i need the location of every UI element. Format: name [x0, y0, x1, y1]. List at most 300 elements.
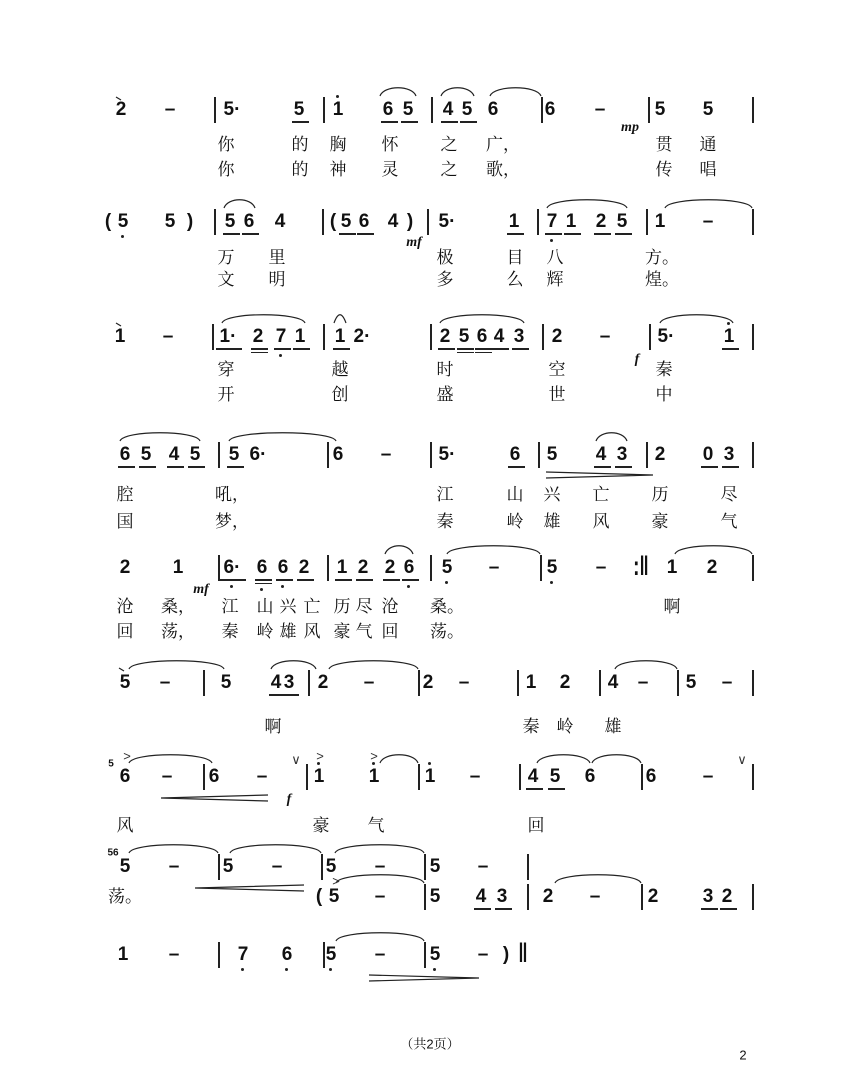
low-octave-dot: [433, 968, 436, 971]
grace-note: 5: [108, 758, 114, 770]
barline: [752, 555, 754, 581]
lyric-syllable: 你: [217, 135, 235, 155]
lyric-syllable: 国: [116, 512, 134, 532]
note: 5: [441, 557, 453, 578]
dash-sustain: –: [168, 944, 180, 965]
parenthesis: (: [315, 886, 323, 907]
lyric-syllable: 气: [355, 622, 373, 642]
page-count-footer: （共2页）: [400, 1036, 460, 1052]
slur-arc: [385, 546, 413, 554]
lyric-syllable: 亡: [592, 485, 610, 505]
lyric-syllable: 多: [436, 270, 454, 290]
note: 6: [256, 557, 268, 578]
lyric-syllable: 历: [333, 597, 351, 617]
lyric-syllable: 万: [217, 248, 235, 268]
barline: [306, 764, 308, 790]
underline: [339, 233, 356, 235]
note: 2: [706, 557, 718, 578]
note: 1: [654, 211, 666, 232]
slur-arc: [230, 845, 321, 853]
dash-sustain: –: [363, 672, 375, 693]
note: 5: [222, 856, 234, 877]
underline: [402, 579, 419, 581]
lyric-syllable: 灵: [381, 160, 399, 180]
lyric-syllable: 山: [506, 485, 524, 505]
barline: [308, 670, 310, 696]
lyric-syllable: 空: [548, 360, 566, 380]
lyric-syllable: 创: [331, 385, 349, 405]
barline: [327, 555, 329, 581]
lyric-syllable: 气: [720, 512, 738, 532]
barline: [752, 442, 754, 468]
note: 2: [357, 557, 369, 578]
lyric-syllable: 桑。: [430, 597, 464, 617]
note: 2: [422, 672, 434, 693]
note: 5: [164, 211, 176, 232]
lyric-syllable: 辉: [546, 270, 564, 290]
note: 3: [723, 444, 735, 465]
barline: [599, 670, 601, 696]
barline: [424, 884, 426, 910]
dash-sustain: –: [721, 672, 733, 693]
note: 5: [546, 444, 558, 465]
high-octave-dot: [428, 762, 431, 765]
lyric-syllable: 之: [440, 135, 458, 155]
dynamic-marking: mf: [193, 582, 209, 597]
note: 1: [336, 557, 348, 578]
dash-sustain: –: [374, 944, 386, 965]
note: 7: [237, 944, 249, 965]
note: 1: [313, 766, 325, 787]
slur-arc: [129, 755, 212, 763]
lyric-syllable: 荡。: [108, 887, 142, 907]
accent-icon: >: [123, 748, 131, 764]
lyric-syllable: 开: [217, 385, 235, 405]
underline: [251, 348, 268, 350]
note: 2: [115, 99, 127, 120]
barline: [517, 670, 519, 696]
note: 6: [332, 444, 344, 465]
note: 1: [666, 557, 678, 578]
slur-arc: [380, 755, 418, 763]
lyric-syllable: 回: [527, 816, 545, 836]
barline: [218, 942, 220, 968]
barline: [641, 764, 643, 790]
note: 6: [119, 444, 131, 465]
note: 1: [332, 99, 344, 120]
note: 2: [542, 886, 554, 907]
lyric-syllable: 歌，: [486, 160, 520, 180]
crescendo-hairpin: [195, 885, 304, 891]
note: 5·: [438, 444, 456, 465]
lyric-syllable: 兴: [543, 485, 561, 505]
underline: [492, 348, 509, 350]
lyric-syllable: 山: [256, 597, 274, 617]
note: 5: [119, 672, 131, 693]
note: 2: [551, 326, 563, 347]
note: 5: [117, 211, 129, 232]
slur-arc: [547, 200, 627, 208]
lyric-syllable: 江: [436, 485, 454, 505]
lyric-syllable: 尽: [355, 597, 373, 617]
note: 4: [274, 211, 286, 232]
lyric-syllable: 荡，: [161, 622, 195, 642]
lyric-syllable: 荡。: [430, 622, 464, 642]
note: 3: [513, 326, 525, 347]
final-barline: ‖: [518, 939, 528, 969]
underline: [615, 233, 632, 235]
low-octave-dot: [121, 235, 124, 238]
parenthesis: ): [502, 944, 510, 965]
low-octave-dot: [445, 581, 448, 584]
barline: [418, 764, 420, 790]
barline: [752, 97, 754, 123]
dash-sustain: –: [374, 886, 386, 907]
lyric-syllable: 怀: [381, 135, 399, 155]
note: 3: [616, 444, 628, 465]
slur-arc: [675, 546, 752, 554]
underline: [356, 579, 373, 581]
note: 2: [119, 557, 131, 578]
note: 2: [559, 672, 571, 693]
grace-note: 56: [107, 847, 119, 859]
dash-sustain: –: [477, 944, 489, 965]
note: 3: [283, 672, 295, 693]
note: 1: [117, 944, 129, 965]
barline: [641, 884, 643, 910]
note: 5·: [438, 211, 456, 232]
high-octave-dot: [336, 95, 339, 98]
slur-arc: [334, 315, 346, 323]
slur-arc: [229, 433, 336, 441]
lyric-syllable: 之: [440, 160, 458, 180]
lyric-syllable: 豪: [333, 622, 351, 642]
note: 2·: [353, 326, 371, 347]
note: 4: [387, 211, 399, 232]
lyric-syllable: 胸: [329, 135, 347, 155]
lyric-syllable: 里: [268, 248, 286, 268]
barline: [321, 854, 323, 880]
lyric-syllable: 沧: [116, 597, 134, 617]
barline: [431, 97, 433, 123]
barline: [322, 209, 324, 235]
underline: [594, 233, 611, 235]
underline: [508, 466, 525, 468]
lyric-syllable: 桑，: [161, 597, 195, 617]
barline: [542, 324, 544, 350]
underline: [118, 466, 135, 468]
underline: [251, 352, 268, 354]
lyric-syllable: 盛: [436, 385, 454, 405]
note: 5: [654, 99, 666, 120]
lyric-syllable: 豪: [312, 816, 330, 836]
note: 5: [702, 99, 714, 120]
note: 1: [294, 326, 306, 347]
lyric-syllable: 啊: [663, 597, 681, 617]
lyric-syllable: 你: [217, 160, 235, 180]
note: 3: [496, 886, 508, 907]
barline: [424, 854, 426, 880]
note: 5: [616, 211, 628, 232]
note: 4: [595, 444, 607, 465]
note: 4: [475, 886, 487, 907]
barline: [327, 442, 329, 468]
lyric-syllable: 煌。: [645, 270, 679, 290]
lyric-syllable: 方。: [645, 248, 679, 268]
parenthesis: ): [406, 211, 414, 232]
note: 6: [243, 211, 255, 232]
lyric-syllable: 岭: [506, 512, 524, 532]
lyric-syllable: 的: [291, 135, 309, 155]
underline: [495, 908, 512, 910]
underline: [293, 348, 310, 350]
dash-sustain: –: [637, 672, 649, 693]
decrescendo-hairpin: [546, 472, 653, 478]
lyric-syllable: 岭: [556, 717, 574, 737]
dynamic-marking: mp: [621, 120, 639, 135]
barline: [430, 555, 432, 581]
note: 6·: [249, 444, 267, 465]
note: 5: [328, 886, 340, 907]
note: 6: [208, 766, 220, 787]
note: 6: [509, 444, 521, 465]
low-octave-dot: [285, 968, 288, 971]
note: 2: [384, 557, 396, 578]
dash-sustain: –: [477, 856, 489, 877]
underline: [615, 466, 632, 468]
lyric-syllable: 亡: [303, 597, 321, 617]
underline: [333, 348, 350, 350]
dash-sustain: –: [594, 99, 606, 120]
slur-arc: [615, 661, 677, 669]
note: 7: [275, 326, 287, 347]
dash-sustain: –: [374, 856, 386, 877]
note: 1: [424, 766, 436, 787]
lyric-syllable: 雄: [604, 717, 622, 737]
note: 2: [439, 326, 451, 347]
barline: [418, 670, 420, 696]
barline: [527, 884, 529, 910]
dash-sustain: –: [159, 672, 171, 693]
lyric-syllable: 通: [699, 135, 717, 155]
note: 5: [224, 211, 236, 232]
dash-sustain: –: [589, 886, 601, 907]
decrescendo-hairpin: [369, 975, 479, 981]
dynamic-marking: f: [634, 352, 640, 367]
barline: [540, 555, 542, 581]
underline: [227, 466, 244, 468]
low-octave-dot: [230, 585, 233, 588]
barline: [752, 324, 754, 350]
lyric-syllable: 沧: [381, 597, 399, 617]
underline: [548, 788, 565, 790]
lyric-syllable: 啊: [264, 717, 282, 737]
breath-tick-icon: [119, 668, 124, 671]
lyric-syllable: 尽: [720, 485, 738, 505]
lyric-syllable: 越: [331, 360, 349, 380]
underline: [167, 466, 184, 468]
low-octave-dot: [550, 581, 553, 584]
note: 5: [325, 856, 337, 877]
note: 5: [461, 99, 473, 120]
slur-arc: [665, 200, 752, 208]
breath-mark-icon: ∨: [291, 752, 301, 767]
lyric-syllable: 唱: [699, 160, 717, 180]
note: 5: [429, 856, 441, 877]
lyric-syllable: 雄: [543, 512, 561, 532]
lyric-syllable: 秦: [655, 360, 673, 380]
slur-arc: [129, 661, 224, 669]
lyric-syllable: 岭: [256, 622, 274, 642]
note: 6: [645, 766, 657, 787]
slur-arc: [129, 845, 218, 853]
note: 1: [723, 326, 735, 347]
underline: [383, 579, 400, 581]
slur-arc: [120, 433, 200, 441]
note: 6: [382, 99, 394, 120]
high-octave-dot: [727, 322, 730, 325]
note: 6: [476, 326, 488, 347]
underline: [457, 348, 474, 350]
dash-sustain: –: [595, 557, 607, 578]
lyric-syllable: 回: [381, 622, 399, 642]
note: 2: [252, 326, 264, 347]
underline: [512, 348, 529, 350]
note: 4: [442, 99, 454, 120]
underline: [297, 579, 314, 581]
slur-arc: [336, 933, 424, 941]
note: 5·: [657, 326, 675, 347]
lyric-syllable: 气: [367, 816, 385, 836]
barline: [427, 209, 429, 235]
note: 5: [340, 211, 352, 232]
dash-sustain: –: [256, 766, 268, 787]
dash-sustain: –: [168, 856, 180, 877]
underline: [401, 121, 418, 123]
barline: [646, 209, 648, 235]
dash-sustain: –: [161, 766, 173, 787]
dynamic-marking: f: [286, 792, 292, 807]
note: 5: [189, 444, 201, 465]
dash-sustain: –: [162, 326, 174, 347]
note: 4: [168, 444, 180, 465]
note: 4: [607, 672, 619, 693]
underline: [223, 233, 240, 235]
underline: [701, 908, 718, 910]
barline: [677, 670, 679, 696]
slur-arc: [447, 546, 540, 554]
note: 0: [702, 444, 714, 465]
underline: [594, 466, 611, 468]
barline: [214, 209, 216, 235]
underline: [526, 788, 543, 790]
underline: [242, 233, 259, 235]
underline: [457, 352, 474, 354]
note: 5: [402, 99, 414, 120]
note: 5: [220, 672, 232, 693]
note: 5: [119, 856, 131, 877]
lyric-syllable: 回: [116, 622, 134, 642]
barline: [323, 97, 325, 123]
underline: [474, 908, 491, 910]
lyric-syllable: 目: [506, 248, 524, 268]
lyric-syllable: 广，: [486, 135, 520, 155]
note: 2: [595, 211, 607, 232]
barline: [752, 764, 754, 790]
note: 2: [317, 672, 329, 693]
dash-sustain: –: [702, 211, 714, 232]
crescendo-hairpin: [161, 795, 268, 801]
note: 5·: [223, 99, 241, 120]
note: 5: [325, 944, 337, 965]
lyric-syllable: 世: [548, 385, 566, 405]
lyric-syllable: 传: [655, 160, 673, 180]
note: 2: [654, 444, 666, 465]
slur-arc: [555, 875, 641, 883]
note: 5: [685, 672, 697, 693]
underline: [276, 579, 293, 581]
note: 1: [334, 326, 346, 347]
barline: [519, 764, 521, 790]
page-number: 2: [739, 1047, 747, 1063]
low-octave-dot: [260, 588, 263, 591]
underline: [460, 121, 477, 123]
parenthesis: (: [329, 211, 337, 232]
note: 1: [525, 672, 537, 693]
underline: [357, 233, 374, 235]
low-octave-dot: [550, 239, 553, 242]
underline: [722, 348, 739, 350]
lyric-syllable: 风: [116, 816, 134, 836]
lyric-syllable: 兴: [279, 597, 297, 617]
underline: [475, 352, 492, 354]
lyric-syllable: 时: [436, 360, 454, 380]
note: 4: [493, 326, 505, 347]
lyric-syllable: 神: [329, 160, 347, 180]
lyric-syllable: 的: [291, 160, 309, 180]
lyric-syllable: 贯: [655, 135, 673, 155]
note: 5: [228, 444, 240, 465]
low-octave-dot: [407, 585, 410, 588]
barline: [323, 942, 325, 968]
note: 5: [293, 99, 305, 120]
lyric-syllable: 秦: [221, 622, 239, 642]
accent-icon: >: [370, 748, 378, 764]
parenthesis: (: [104, 211, 112, 232]
barline: [212, 324, 214, 350]
parenthesis: ): [186, 211, 194, 232]
underline: [274, 348, 291, 350]
note: 2: [647, 886, 659, 907]
barline: [323, 324, 325, 350]
note: 4: [270, 672, 282, 693]
barline: [538, 442, 540, 468]
underline: [438, 348, 455, 350]
lyric-syllable: 历: [651, 485, 669, 505]
low-octave-dot: [241, 968, 244, 971]
underline: [381, 121, 398, 123]
lyric-syllable: 吼，: [215, 485, 249, 505]
dash-sustain: –: [164, 99, 176, 120]
slur-arc: [329, 661, 418, 669]
dash-sustain: –: [380, 444, 392, 465]
underline: [507, 233, 524, 235]
note: 7: [546, 211, 558, 232]
note: 1: [565, 211, 577, 232]
note: 1·: [219, 326, 237, 347]
barline: [214, 97, 216, 123]
underline: [216, 348, 242, 350]
